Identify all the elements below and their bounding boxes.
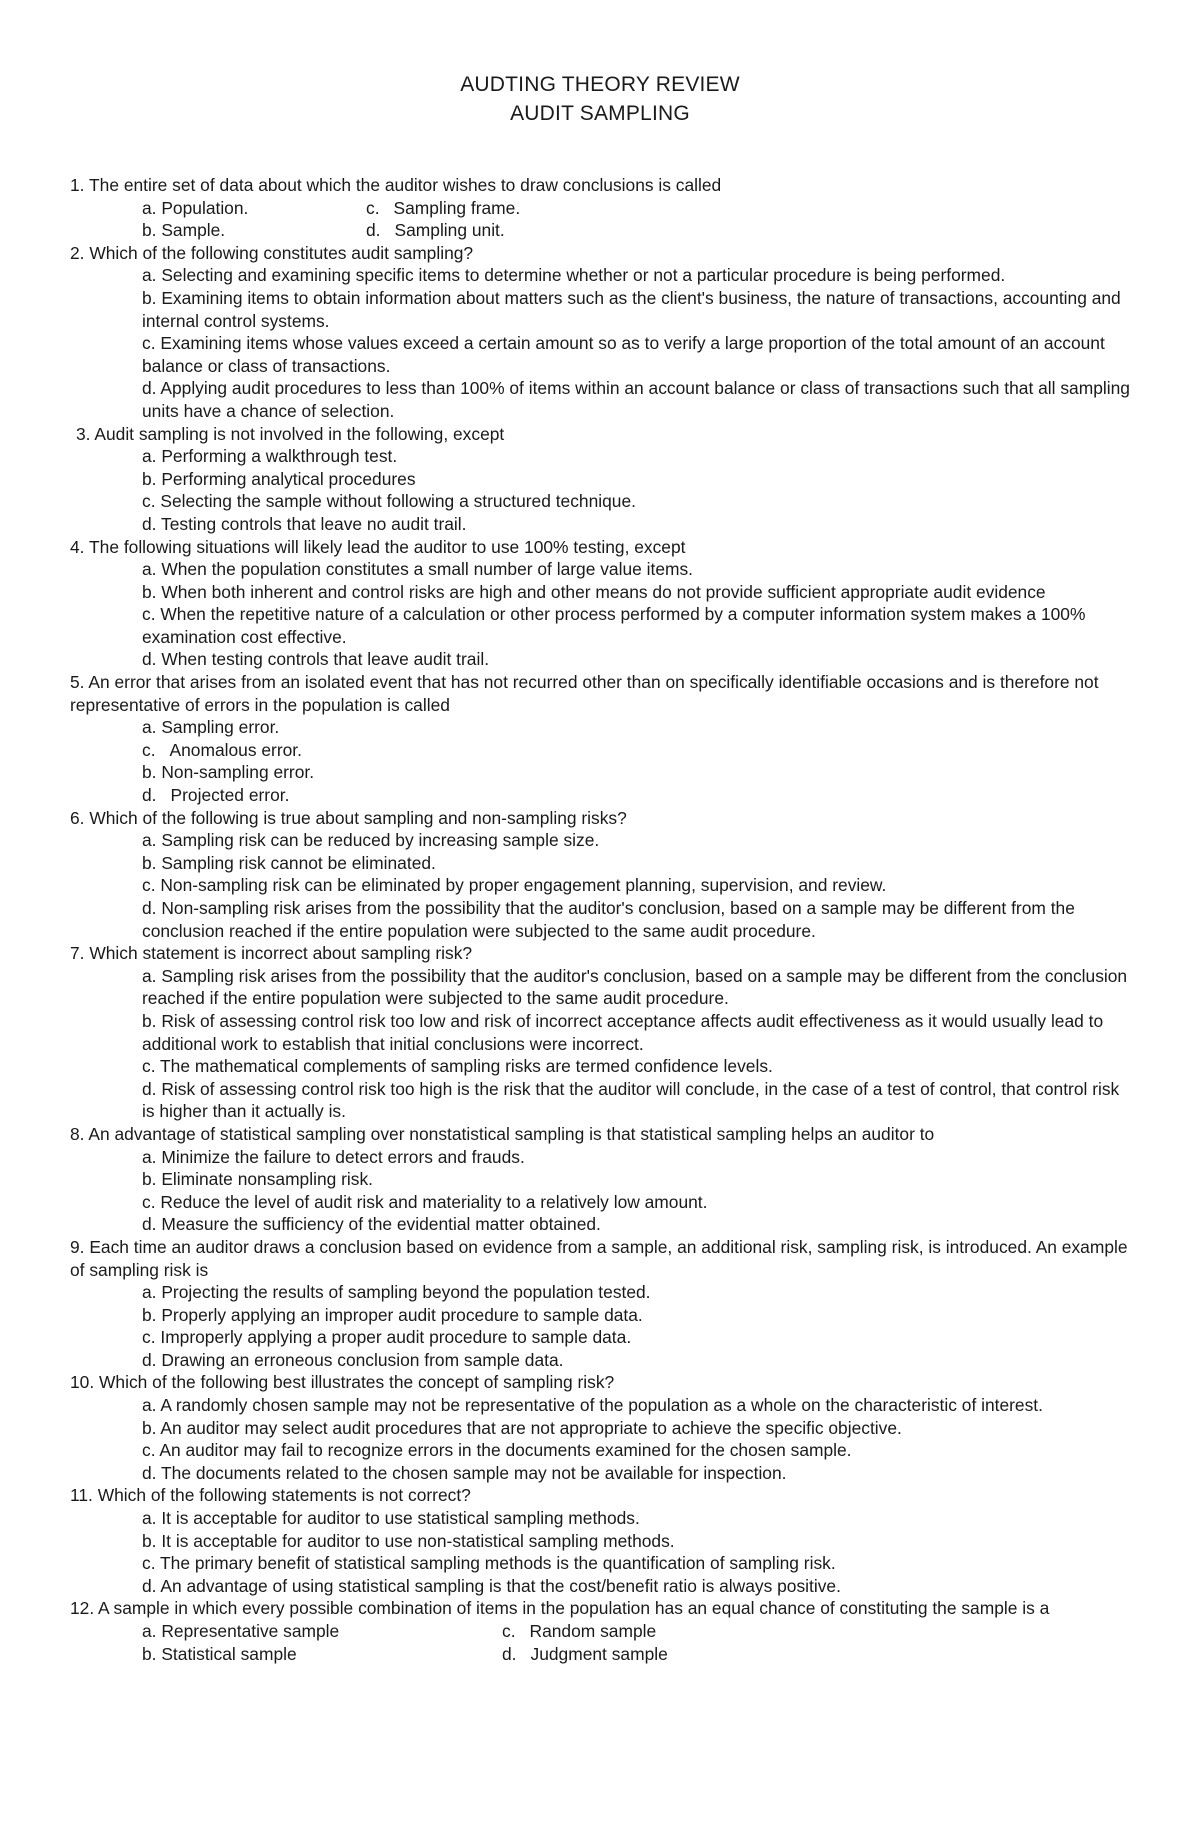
option-a: a. Projecting the results of sampling beyond the population tested. [142,1282,651,1303]
option-a: a. Minimize the failure to detect errors and frauds. [142,1146,525,1167]
option-b: b. When both inherent and control risks are high and other means do not provide sufficient appropriate audit evidence [142,581,1046,602]
question-list [70,174,1130,1665]
options-row [70,197,1130,220]
question-8 [70,1123,1130,1236]
option-b: b. Properly applying an improper audit procedure to sample data. [142,1304,643,1325]
options-row [70,219,1130,242]
question-stem: 11. Which of the following statements is not correct? [70,1485,471,1506]
option-c: c. Random sample [502,1621,657,1641]
question-stem: 2. Which of the following constitutes audit sampling? [70,242,474,263]
question-6 [70,807,1130,943]
options-row [70,1643,1130,1666]
option-b: b. Non-sampling error. [142,762,315,783]
option-d: d. Judgment sample [502,1643,668,1664]
document-header [0,70,1200,128]
option-a: a. Representative sample [142,1621,340,1641]
question-12 [70,1597,1130,1665]
question-9 [70,1236,1130,1372]
document-subtitle: AUDIT SAMPLING [510,102,690,125]
option-b: b. Eliminate nonsampling risk. [142,1169,374,1190]
option-c: c. Selecting the sample without following a structured technique. [142,491,636,512]
option-b: b. Sampling risk cannot be eliminated. [142,852,436,873]
option-d: d. Drawing an erroneous conclusion from sample data. [142,1349,564,1370]
option-a: a. Sampling risk can be reduced by increasing sample size. [142,830,600,851]
question-10 [70,1371,1130,1484]
question-4 [70,536,1130,672]
question-stem: 5. An error that arises from an isolated event that has not recurred other than on specifically identifiable occasions and is therefore not representative of errors in the population is called [70,672,1099,715]
option-a: a. Sampling error. [142,717,280,738]
option-c: c. Improperly applying a proper audit procedure to sample data. [142,1327,632,1348]
option-c: c. Non-sampling risk can be eliminated by proper engagement planning, supervision, and review. [142,875,887,896]
option-c: c. Sampling frame. [366,197,521,218]
option-b: b. Risk of assessing control risk too low and risk of incorrect acceptance affects audit effectiveness as it would usually lead to additional work to establish that initial conclusions were incorrect. [142,1010,1104,1054]
option-d: d. An advantage of using statistical sampling is that the cost/benefit ratio is always positive. [142,1575,841,1596]
option-c: c. An auditor may fail to recognize errors in the documents examined for the chosen sample. [142,1440,852,1461]
option-b: b. Examining items to obtain information about matters such as the client's business, the nature of transactions, accounting and internal control systems. [142,287,1121,331]
option-c: c. Reduce the level of audit risk and materiality to a relatively low amount. [142,1191,708,1212]
option-c: c. The primary benefit of statistical sampling methods is the quantification of sampling risk. [142,1553,836,1574]
option-b: b. Performing analytical procedures [142,468,416,489]
option-c: c. When the repetitive nature of a calculation or other process performed by a computer information system makes a 100% examination cost effective. [142,604,1086,647]
option-d: d. Applying audit procedures to less than 100% of items within an account balance or class of transactions such that all sampling units have a chance of selection. [142,378,1130,421]
option-d: d. Projected error. [142,785,290,806]
question-stem: 8. An advantage of statistical sampling over nonstatistical sampling is that statistical sampling helps an auditor to [70,1123,935,1144]
question-stem: 6. Which of the following is true about sampling and non-sampling risks? [70,807,627,828]
option-b: b. It is acceptable for auditor to use non-statistical sampling methods. [142,1530,675,1551]
option-d: d. When testing controls that leave audit trail. [142,649,490,670]
option-d: d. Sampling unit. [366,220,505,241]
option-a: a. It is acceptable for auditor to use statistical sampling methods. [142,1508,640,1529]
question-2 [70,242,1130,423]
question-11 [70,1484,1130,1597]
option-a: a. Population. [142,197,249,218]
question-stem: 4. The following situations will likely lead the auditor to use 100% testing, except [70,536,686,557]
options-row [70,1620,1130,1643]
question-stem: 9. Each time an auditor draws a conclusion based on evidence from a sample, an additional risk, sampling risk, is introduced. An example of sampling risk is [70,1236,1128,1280]
option-c: c. Anomalous error. [142,739,302,760]
option-b: b. Sample. [142,220,226,241]
option-a: a. Sampling risk arises from the possibility that the auditor's conclusion, based on a sample may be different from the conclusion reached if the entire population were subjected to the same audit procedure. [142,965,1128,1009]
option-a: a. Performing a walkthrough test. [142,446,398,467]
question-5 [70,671,1130,807]
option-a: a. A randomly chosen sample may not be representative of the population as a whole on the characteristic of interest. [142,1395,1043,1416]
question-1 [70,174,1130,242]
option-c: c. Examining items whose values exceed a certain amount so as to verify a large proportion of the total amount of an account balance or class of transactions. [142,333,1105,376]
option-d: d. Testing controls that leave no audit trail. [142,513,467,534]
question-stem: 7. Which statement is incorrect about sampling risk? [70,943,473,964]
option-d: d. Non-sampling risk arises from the possibility that the auditor's conclusion, based on a sample may be different from the conclusion reached if the entire population were subjected to the same audit procedure. [142,898,1075,941]
option-a: a. When the population constitutes a small number of large value items. [142,559,693,580]
document-title: AUDTING THEORY REVIEW [460,73,740,96]
option-d: d. Risk of assessing control risk too high is the risk that the auditor will conclude, in the case of a test of control, that control risk is higher than it actually is. [142,1078,1120,1122]
question-stem: 3. Audit sampling is not involved in the following, except [76,423,505,444]
question-stem: 12. A sample in which every possible combination of items in the population has an equal chance of constituting the sample is a [70,1598,1050,1619]
option-d: d. The documents related to the chosen sample may not be available for inspection. [142,1462,787,1483]
option-a: a. Selecting and examining specific items to determine whether or not a particular procedure is being performed. [142,265,1006,286]
question-7 [70,942,1130,1123]
option-b: b. Statistical sample [142,1643,297,1664]
question-3 [70,423,1130,536]
question-stem: 10. Which of the following best illustrates the concept of sampling risk? [70,1372,615,1393]
question-stem: 1. The entire set of data about which the auditor wishes to draw conclusions is called [70,175,722,195]
option-c: c. The mathematical complements of sampling risks are termed confidence levels. [142,1056,773,1077]
option-d: d. Measure the sufficiency of the evidential matter obtained. [142,1214,601,1235]
option-b: b. An auditor may select audit procedures that are not appropriate to achieve the specific objective. [142,1417,902,1438]
